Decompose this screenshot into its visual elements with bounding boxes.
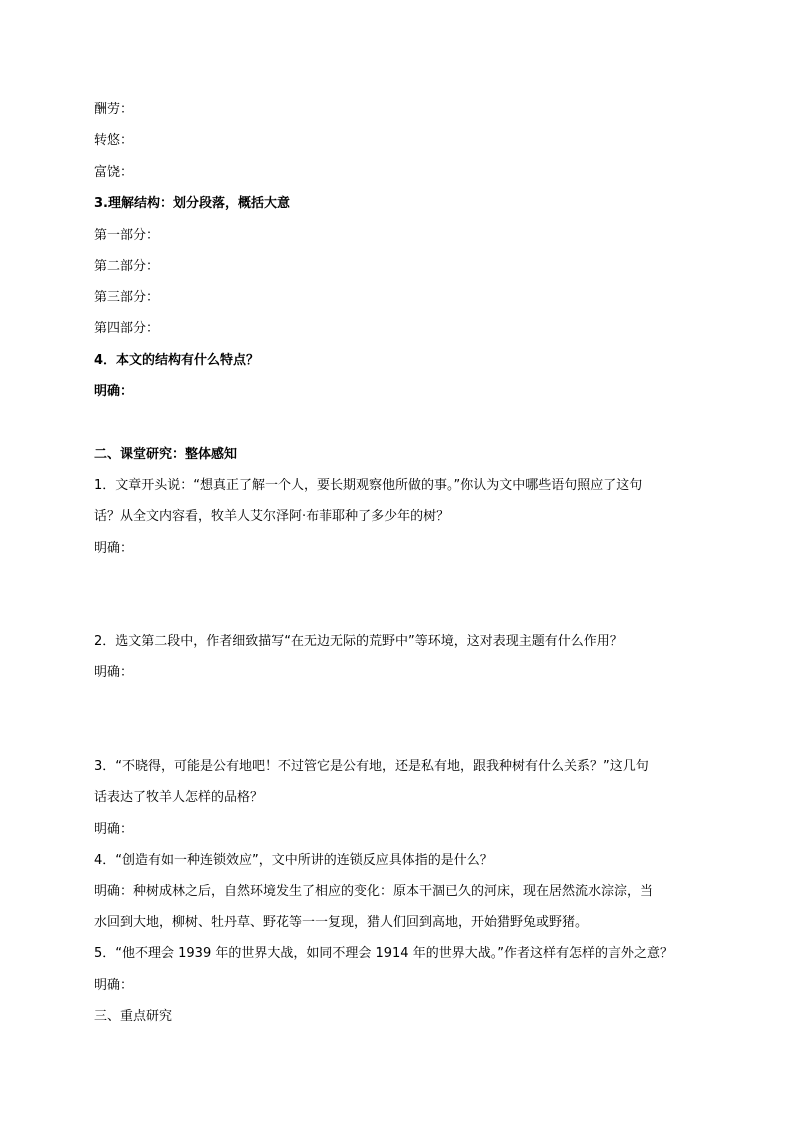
- answer-4-line-2: 水回到大地，柳树、牡丹草、野花等一一复现，猎人们回到高地，开始猎野兔或野猪。: [94, 915, 589, 930]
- answer-label: 明确：: [94, 665, 134, 680]
- question-3-line-1: 3．“不晓得，可能是公有地吧！不过管它是公有地，还是私有地，跟我种树有什么关系？”这几句: [94, 759, 649, 774]
- part-one-label: 第一部分：: [94, 228, 160, 243]
- answer-label: 明确：: [94, 384, 134, 399]
- question-5: 5．“他不理会 1939 年的世界大战，如同不理会 1914 年的世界大战。”作者这样有怎样的言外之意？: [94, 946, 673, 961]
- answer-label: 明确：: [94, 822, 134, 837]
- answer-4-line-1: 明确：种树成林之后，自然环境发生了相应的变化：原本干涸已久的河床，现在居然流水淙淙，当: [94, 884, 654, 899]
- question-1-line-1: 1．文章开头说：“想真正了解一个人，要长期观察他所做的事。”你认为文中哪些语句照应了这句: [94, 478, 643, 493]
- question-2: 2．选文第二段中，作者细致描写“在无边无际的荒野中”等环境，这对表现主题有什么作用？: [94, 634, 623, 649]
- question-structure-feature: 4．本文的结构有什么特点？: [94, 353, 260, 368]
- vocab-furao: 富饶：: [94, 165, 134, 180]
- question-4: 4．“创造有如一种连锁效应”，文中所讲的连锁反应具体指的是什么？: [94, 853, 493, 868]
- question-3-line-2: 话表达了牧羊人怎样的品格？: [94, 790, 264, 805]
- section-class-study-heading: 二、课堂研究：整体感知: [94, 447, 238, 462]
- part-four-label: 第四部分：: [94, 321, 160, 336]
- section-structure-heading: 3.理解结构：划分段落，概括大意: [94, 196, 290, 211]
- section-key-study-heading: 三、重点研究: [94, 1009, 173, 1024]
- answer-label: 明确：: [94, 541, 134, 556]
- part-three-label: 第三部分：: [94, 290, 160, 305]
- part-two-label: 第二部分：: [94, 259, 160, 274]
- vocab-chouliao: 酬劳：: [94, 102, 134, 117]
- answer-label: 明确：: [94, 978, 134, 993]
- vocab-zhuanyou: 转悠：: [94, 133, 134, 148]
- question-1-line-2: 话？从全文内容看，牧羊人艾尔泽阿·布菲耶种了多少年的树？: [94, 509, 450, 524]
